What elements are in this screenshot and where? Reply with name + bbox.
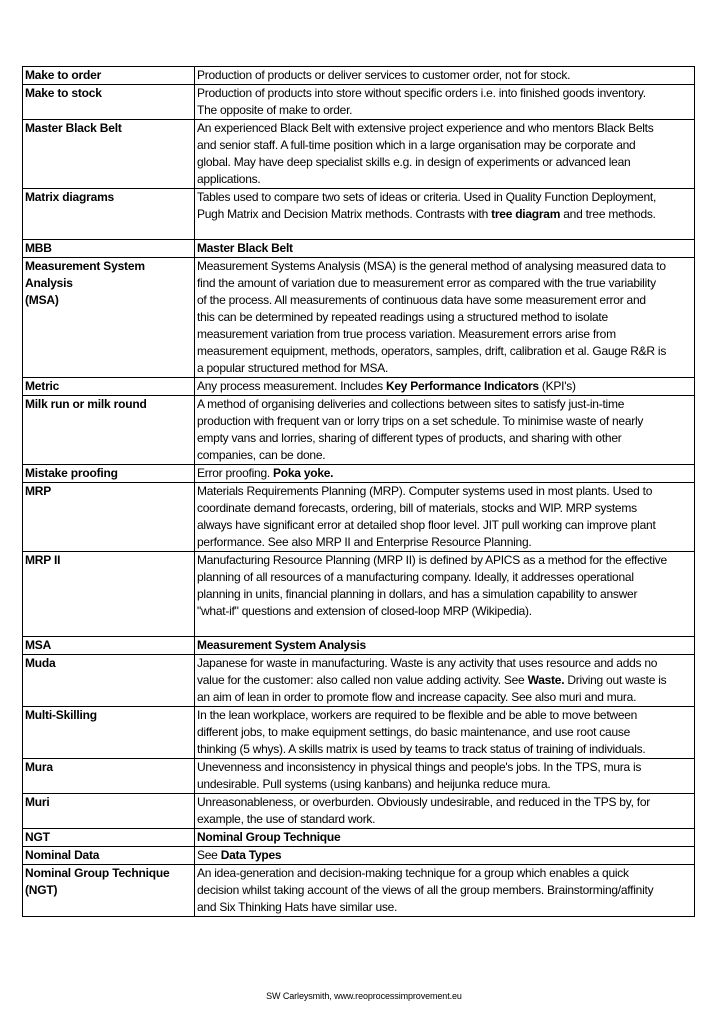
glossary-row bbox=[23, 378, 695, 396]
definition-text: Japanese for waste in manufacturing. Waste is any activity that uses resource and adds no value for the customer: also called non value adding activity. See bbox=[197, 656, 658, 687]
glossary-row bbox=[23, 189, 695, 240]
definition-text: An experienced Black Belt with extensive project experience and who mentors Black Belts and senior staff. A full-time position which in a large organisation may be corporate and global. May have deep specialist skills e.g. in design of experiments or advanced lean applications. bbox=[197, 121, 654, 186]
glossary-row bbox=[23, 637, 695, 655]
glossary-table bbox=[22, 66, 695, 917]
glossary-definition bbox=[195, 637, 695, 655]
definition-text: Error proofing. bbox=[197, 466, 274, 480]
definition-bold-text: Waste. bbox=[527, 673, 565, 687]
glossary-row bbox=[23, 794, 695, 829]
glossary-term: MBB bbox=[23, 240, 195, 258]
glossary-row bbox=[23, 655, 695, 707]
glossary-row bbox=[23, 707, 695, 759]
glossary-term: Metric bbox=[23, 378, 195, 396]
glossary-term: Master Black Belt bbox=[23, 120, 195, 189]
definition-text: Unreasonableness, or overburden. Obviously undesirable, and reduced in the TPS by, for example, the use of standard work. bbox=[197, 795, 651, 826]
glossary-term: Matrix diagrams bbox=[23, 189, 195, 240]
glossary-definition bbox=[195, 483, 695, 552]
glossary-row bbox=[23, 552, 695, 637]
glossary-definition bbox=[195, 829, 695, 847]
glossary-definition bbox=[195, 258, 695, 378]
glossary-row bbox=[23, 120, 695, 189]
glossary-term: Measurement System Analysis (MSA) bbox=[23, 258, 195, 378]
glossary-definition bbox=[195, 67, 695, 85]
glossary-term: Nominal Data bbox=[23, 847, 195, 865]
glossary-definition bbox=[195, 189, 695, 240]
glossary-row bbox=[23, 67, 695, 85]
definition-text: (KPI's) bbox=[538, 379, 576, 393]
glossary-term: Mistake proofing bbox=[23, 465, 195, 483]
definition-bold-text: Master Black Belt bbox=[197, 241, 293, 255]
definition-text: Manufacturing Resource Planning (MRP II) is defined by APICS as a method for the effective planning of all resources of a manufacturing company. Ideally, it addresses operational planning in units, financial planning in dollars, and has a simulation capability to answer "what-if" questions and extension of closed-loop MRP (Wikipedia). bbox=[197, 553, 667, 618]
definition-bold-text: Data Types bbox=[220, 848, 282, 862]
definition-text: and tree methods. bbox=[560, 207, 656, 221]
glossary-definition bbox=[195, 85, 695, 120]
glossary-term: Nominal Group Technique (NGT) bbox=[23, 865, 195, 917]
glossary-term: MSA bbox=[23, 637, 195, 655]
glossary-row bbox=[23, 847, 695, 865]
definition-text: In the lean workplace, workers are required to be flexible and be able to move between different jobs, to make equipment settings, do basic maintenance, and use root cause thinking (5 whys). A skills matrix is used by teams to track status of training of individuals. bbox=[197, 708, 646, 756]
glossary-term: NGT bbox=[23, 829, 195, 847]
glossary-term: MRP II bbox=[23, 552, 195, 637]
definition-text: Production of products or deliver services to customer order, not for stock. bbox=[197, 68, 571, 82]
glossary-definition bbox=[195, 378, 695, 396]
glossary-term: Muri bbox=[23, 794, 195, 829]
glossary-term: Multi-Skilling bbox=[23, 707, 195, 759]
glossary-definition bbox=[195, 552, 695, 637]
glossary-row bbox=[23, 465, 695, 483]
glossary-definition bbox=[195, 655, 695, 707]
glossary-term: Muda bbox=[23, 655, 195, 707]
glossary-row bbox=[23, 759, 695, 794]
glossary-definition bbox=[195, 865, 695, 917]
glossary-definition bbox=[195, 240, 695, 258]
glossary-definition bbox=[195, 759, 695, 794]
glossary-definition bbox=[195, 707, 695, 759]
glossary-row bbox=[23, 240, 695, 258]
glossary-row bbox=[23, 396, 695, 465]
glossary-term: Mura bbox=[23, 759, 195, 794]
page-footer: SW Carleysmith, www.reoprocessimprovement.eu bbox=[266, 991, 462, 1001]
definition-text: Measurement Systems Analysis (MSA) is the general method of analysing measured data to find the amount of variation due to measurement error as compared with the true variability of the process. All measurements of continuous data have some measurement error and this can be determined by repeated readings using a structured method to isolate measurement variation from true process variation. Measurement errors arise from measurement equipment, methods, operators, samples, drift, calibration et al. Gauge R&R is a popular structured method for MSA. bbox=[197, 259, 667, 375]
glossary-row bbox=[23, 85, 695, 120]
definition-text: See bbox=[197, 848, 221, 862]
definition-bold-text: tree diagram bbox=[491, 207, 561, 221]
definition-bold-text: Poka yoke. bbox=[273, 466, 334, 480]
glossary-row bbox=[23, 829, 695, 847]
glossary-definition bbox=[195, 847, 695, 865]
definition-text: Any process measurement. Includes bbox=[197, 379, 386, 393]
glossary-row bbox=[23, 483, 695, 552]
glossary-body bbox=[23, 67, 695, 917]
definition-text: Production of products into store without specific orders i.e. into finished goods inventory. The opposite of make to order. bbox=[197, 86, 646, 117]
definition-bold-text: Nominal Group Technique bbox=[197, 830, 341, 844]
glossary-definition bbox=[195, 396, 695, 465]
definition-text: Tables used to compare two sets of ideas or criteria. Used in Quality Function Deployment, Pugh Matrix and Decision Matrix methods. Contrasts with bbox=[197, 190, 657, 221]
definition-text: A method of organising deliveries and collections between sites to satisfy just-in-time production with frequent van or lorry trips on a set schedule. To minimise waste of nearly empty vans and lorries, sharing of different types of products, and sharing with other companies, can be done. bbox=[197, 397, 644, 462]
glossary-definition bbox=[195, 120, 695, 189]
glossary-term: MRP bbox=[23, 483, 195, 552]
glossary-row bbox=[23, 258, 695, 378]
glossary-definition bbox=[195, 794, 695, 829]
glossary-term: Milk run or milk round bbox=[23, 396, 195, 465]
definition-text: An idea-generation and decision-making technique for a group which enables a quick decision whilst taking account of the views of all the group members. Brainstorming/affinity and Six Thinking Hats have similar use. bbox=[197, 866, 654, 914]
definition-bold-text: Measurement System Analysis bbox=[197, 638, 366, 652]
definition-bold-text: Key Performance Indicators bbox=[385, 379, 539, 393]
glossary-definition bbox=[195, 465, 695, 483]
definition-text: Materials Requirements Planning (MRP). Computer systems used in most plants. Used to coordinate demand forecasts, ordering, bill of materials, stocks and WIP. MRP systems always have significant error at detailed shop floor level. JIT pull working can improve plant performance. See also MRP II and Enterprise Resource Planning. bbox=[197, 484, 656, 549]
glossary-row bbox=[23, 865, 695, 917]
definition-text: Unevenness and inconsistency in physical things and people's jobs. In the TPS, mura is undesirable. Pull systems (using kanbans) and heijunka reduce mura. bbox=[197, 760, 642, 791]
definition-text: Driving out waste is an aim of lean in order to promote flow and increase capacity. See also muri and mura. bbox=[197, 673, 667, 704]
glossary-term: Make to stock bbox=[23, 85, 195, 120]
glossary-term: Make to order bbox=[23, 67, 195, 85]
